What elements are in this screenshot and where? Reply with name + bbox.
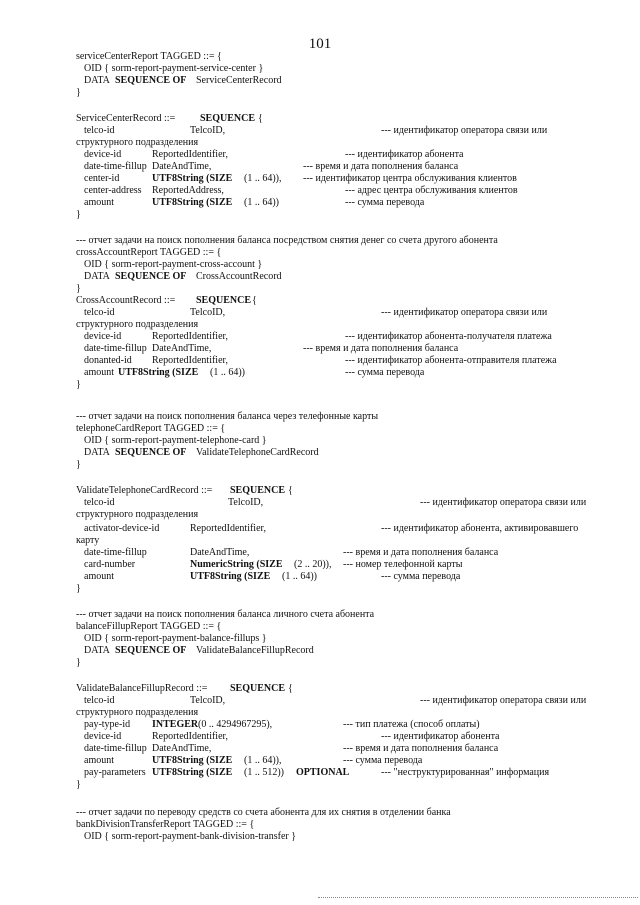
text-line-segment: (1 .. 64)) [244,197,279,208]
text-line-segment: } [76,779,81,790]
scan-edge-line [318,897,638,899]
text-line-segment: --- сумма перевода [343,755,423,766]
text-line-segment: balanceFillupReport TAGGED ::= { [76,621,222,632]
text-line-segment: } [76,657,81,668]
text-line-segment: структурного подразделения [76,509,199,520]
text-line-segment: SEQUENCE [196,295,252,306]
text-line-segment: ReportedIdentifier, [190,523,266,534]
text-line-segment: --- идентификатор абонента [345,149,464,160]
text-line-segment: OID { sorm-report-payment-cross-account } [84,259,263,270]
text-line-segment: --- отчет задачи по переводу средств со счета абонента для их снятия в отделении банка [76,807,451,818]
text-line-segment: device-id [84,331,122,342]
text-line-segment: SEQUENCE [200,113,256,124]
text-line-segment: --- отчет задачи на поиск пополнения баланса личного счета абонента [76,609,375,620]
text-line-segment: UTF8String (SIZE [152,755,233,766]
text-line-segment: { [288,485,293,496]
text-line-segment: OID { sorm-report-payment-service-center } [84,63,264,74]
text-line-segment: --- время и дата пополнения баланса [343,743,499,754]
text-line-segment: --- идентификатор абонента-получателя платежа [345,331,552,342]
text-line-segment: --- идентификатор абонента [381,731,500,742]
text-line-segment: ServiceCenterRecord [196,75,282,86]
text-line-segment: UTF8String (SIZE [152,173,233,184]
text-line-segment: telco-id [84,695,115,706]
text-line-segment: TelcoID, [190,695,226,706]
text-line-segment: device-id [84,731,122,742]
text-line-segment: ValidateBalanceFillupRecord [196,645,314,656]
text-line-segment: --- идентификатор абонента-отправителя платежа [345,355,557,366]
text-line-segment: --- время и дата пополнения баланса [343,547,499,558]
text-line-segment: --- идентификатор центра обслуживания клиентов [303,173,517,184]
text-line-segment: --- номер телефонной карты [343,559,463,570]
text-line-segment: OPTIONAL [296,767,350,778]
text-line-segment: NumericString (SIZE [190,559,283,570]
text-line-segment: --- отчет задачи на поиск пополнения баланса через телефонные карты [76,411,379,422]
text-line-segment: pay-type-id [84,719,131,730]
text-line-segment: } [76,87,81,98]
text-line-segment: } [76,283,81,294]
text-line-segment: (0 .. 4294967295), [198,719,273,730]
text-line-segment: DateAndTime, [190,547,250,558]
text-line-segment: --- сумма перевода [345,367,425,378]
text-line-segment: --- отчет задачи на поиск пополнения баланса посредством снятия денег со счета другого абонента [76,235,498,246]
text-line-segment: { [252,295,257,306]
text-line-segment: TelcoID, [190,307,226,318]
text-line-segment: --- сумма перевода [345,197,425,208]
text-line-segment: TelcoID, [190,125,226,136]
text-line-segment: DATA [84,271,112,282]
text-line-segment: (1 .. 64)), [244,173,282,184]
text-line-segment: DateAndTime, [152,743,212,754]
text-line-segment: --- сумма перевода [381,571,461,582]
text-line-segment: ReportedIdentifier, [152,355,228,366]
text-line-segment: pay-parameters [84,767,146,778]
text-line-segment: CrossAccountRecord [196,271,282,282]
text-line-segment: --- идентификатор оператора связи или [420,497,587,508]
text-line-segment: UTF8String (SIZE [190,571,271,582]
text-line-segment: { [258,113,263,124]
text-line-segment: } [76,583,81,594]
text-line-segment: DATA [84,447,112,458]
text-line-segment: DateAndTime, [152,343,212,354]
text-line-segment: ReportedIdentifier, [152,731,228,742]
text-line-segment: date-time-fillup [84,161,147,172]
text-line-segment: --- время и дата пополнения баланса [303,343,459,354]
text-line-segment: (1 .. 64)) [210,367,245,378]
text-line-segment: структурного подразделения [76,137,199,148]
text-line-segment: --- "неструктурированная" информация [381,767,550,778]
text-line-segment: ReportedAddress, [152,185,224,196]
text-line-segment: bankDivisionTransferReport TAGGED ::= { [76,819,255,830]
text-line-segment: SEQUENCE OF [115,75,187,86]
text-line-segment: date-time-fillup [84,547,147,558]
text-line-segment: center-address [84,185,142,196]
text-line-segment: (1 .. 512)) [244,767,284,778]
text-line-segment: crossAccountReport TAGGED ::= { [76,247,222,258]
text-line-segment: DATA [84,75,112,86]
text-line-segment: UTF8String (SIZE [152,197,233,208]
text-line-segment: ReportedIdentifier, [152,331,228,342]
text-line-segment: OID { sorm-report-payment-bank-division-transfer } [84,831,297,842]
text-line-segment: } [76,209,81,220]
text-line-segment: --- идентификатор абонента, активировавшего [381,523,579,534]
text-line-segment: --- идентификатор оператора связи или [381,125,548,136]
text-line-segment: --- время и дата пополнения баланса [303,161,459,172]
text-line-segment: device-id [84,149,122,160]
text-line-segment: карту [76,535,100,546]
text-line-segment: ValidateBalanceFillupRecord ::= [76,683,208,694]
text-line-segment: структурного подразделения [76,707,199,718]
text-line-segment: date-time-fillup [84,743,147,754]
text-line-segment: ServiceCenterRecord ::= [76,113,178,124]
text-line-segment: amount [84,367,114,378]
text-line-segment: UTF8String (SIZE [152,767,233,778]
text-line-segment: (2 .. 20)), [294,559,332,570]
text-line-segment: TelcoID, [228,497,264,508]
text-line-segment: amount [84,755,114,766]
text-line-segment: center-id [84,173,120,184]
text-line-segment: } [76,459,81,470]
text-line-segment: INTEGER [152,719,199,730]
text-line-segment: структурного подразделения [76,319,199,330]
text-line-segment: { [288,683,293,694]
text-line-segment: (1 .. 64)), [244,755,282,766]
text-line-segment: UTF8String (SIZE [118,367,199,378]
text-line-segment: SEQUENCE [230,485,286,496]
text-line-segment: serviceCenterReport TAGGED ::= { [76,51,222,62]
text-line-segment: OID { sorm-report-payment-telephone-card } [84,435,267,446]
text-line-segment: ReportedIdentifier, [152,149,228,160]
page-number: 101 [308,36,332,52]
text-line-segment: ValidateTelephoneCardRecord [196,447,319,458]
text-line-segment: card-number [84,559,136,570]
text-line-segment: DateAndTime, [152,161,212,172]
text-line-segment: SEQUENCE OF [115,447,187,458]
text-line-segment: telco-id [84,125,115,136]
text-line-segment: --- идентификатор оператора связи или [420,695,587,706]
text-line-segment: OID { sorm-report-payment-balance-fillups } [84,633,267,644]
text-line-segment: SEQUENCE OF [115,271,187,282]
text-line-segment: telephoneCardReport TAGGED ::= { [76,423,226,434]
text-line-segment: activator-device-id [84,523,160,534]
text-line-segment: --- идентификатор оператора связи или [381,307,548,318]
text-line-segment: --- тип платежа (способ оплаты) [343,719,480,730]
text-line-segment: --- адрес центра обслуживания клиентов [345,185,518,196]
text-line-segment: amount [84,197,114,208]
text-line-segment: SEQUENCE [230,683,286,694]
text-line-segment: ValidateTelephoneCardRecord ::= [76,485,215,496]
text-line-segment: telco-id [84,307,115,318]
text-line-segment: amount [84,571,114,582]
text-line-segment: donanted-id [84,355,132,366]
text-line-segment: (1 .. 64)) [282,571,317,582]
text-line-segment: } [76,379,81,390]
text-line-segment: telco-id [84,497,115,508]
text-line-segment: date-time-fillup [84,343,147,354]
text-line-segment: SEQUENCE OF [115,645,187,656]
text-line-segment: DATA [84,645,112,656]
text-line-segment: CrossAccountRecord ::= [76,295,178,306]
